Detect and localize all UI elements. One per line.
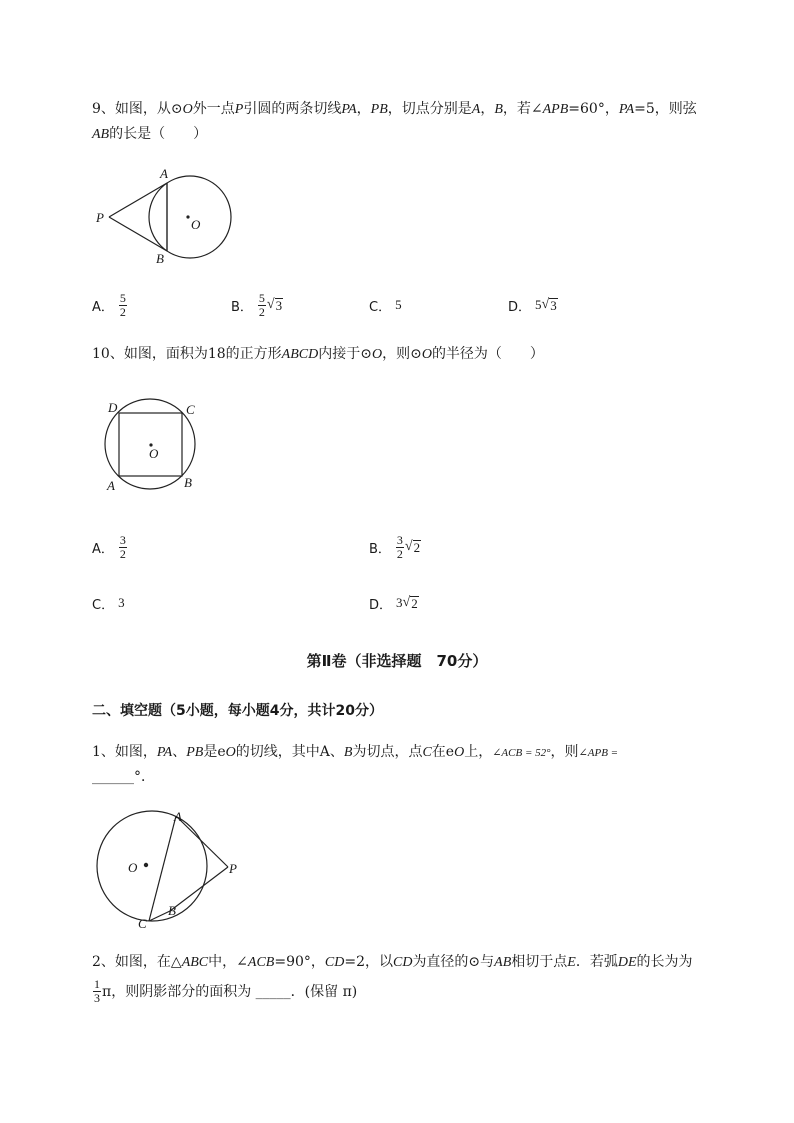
f1-label-a: A — [174, 809, 182, 824]
q9-option-a[interactable]: A． $\frac{5}{2}$ — [92, 290, 126, 319]
section-title: 第Ⅱ卷（非选择题 70分） — [306, 652, 488, 670]
q9-label-b: B — [156, 251, 164, 265]
f1-label-o: O — [128, 860, 138, 875]
q9-label-p: P — [96, 210, 104, 225]
q9-label-a: A — [160, 166, 168, 181]
q9-option-b[interactable]: B． $\frac{5}{2}$ √ 3 — [231, 290, 283, 319]
fill-2-text-line2: $\frac{1}{3}$ π，则阴影部分的面积为 _____．(保留 π) — [94, 977, 358, 1005]
question-10-text: 10、如图，面积为18的正方形ABCD内接于⊙O，则⊙O的半径为（ ） — [92, 346, 544, 362]
fill-1-figure — [92, 808, 252, 933]
q10-option-c[interactable]: C． 3 — [92, 595, 125, 613]
f1-label-p: P — [229, 861, 237, 876]
f1-label-b: B — [168, 903, 176, 918]
q9-option-c[interactable]: C． 5 — [369, 297, 402, 315]
question-10-figure — [100, 398, 210, 498]
q10-label-d: D — [108, 400, 118, 415]
q10-label-a: A — [107, 478, 115, 493]
fill-1-text: 1、如图，PA、PB是eO的切线，其中A、B为切点，点C在eO上，∠ACB = 52°，则∠APB = ______°． — [92, 744, 619, 785]
q10-option-a[interactable]: A． $\frac{3}{2}$ — [92, 532, 126, 561]
question-9-figure — [90, 165, 240, 265]
q9-label-o: O — [191, 217, 201, 232]
q9-option-d[interactable]: D． 5 √ 3 — [508, 297, 557, 315]
f1-label-c: C — [138, 916, 147, 931]
question-9-text: 9、如图，从⊙O外一点P引圆的两条切线PA，PB，切点分别是A，B，若∠APB=60°，PA=5，则弦 AB的长是（ ） — [92, 101, 697, 142]
q10-label-c: C — [186, 402, 195, 417]
q10-option-d[interactable]: D． 3 √ 2 — [369, 595, 418, 613]
q10-option-b[interactable]: B． $\frac{3}{2}$ √ 2 — [369, 532, 421, 561]
part-title: 二、填空题（5小题，每小题4分，共计20分） — [92, 703, 383, 719]
q10-label-b: B — [184, 475, 192, 490]
q10-label-o: O — [149, 446, 159, 461]
fill-2-text: 2、如图，在△ABC中，∠ACB=90°，CD=2，以CD为直径的⊙与AB相切于点E．若弧DE的长为为 — [92, 954, 693, 970]
